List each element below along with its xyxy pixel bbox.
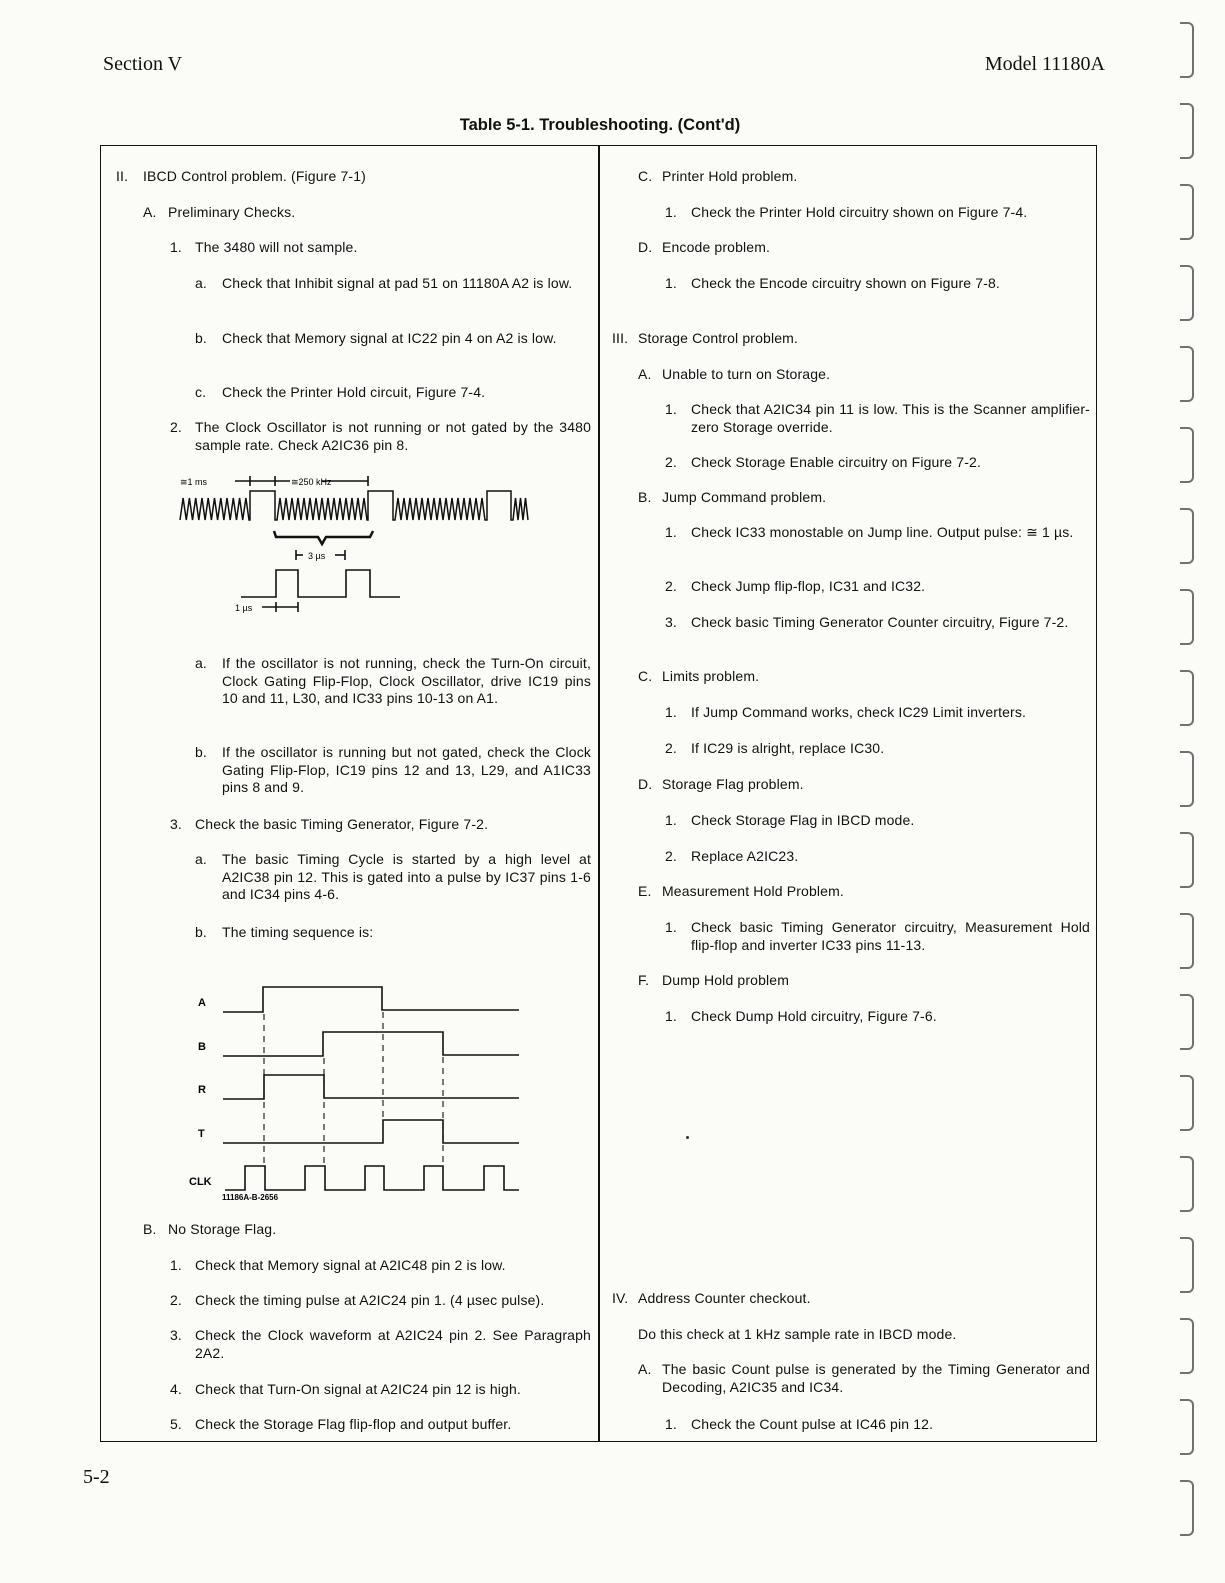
- binder-hole: [1180, 832, 1194, 888]
- list-item: 1. Check that Memory signal at A2IC48 pin 2 is low.: [170, 1257, 506, 1273]
- signal-clk-trace: [225, 1166, 519, 1190]
- list-item: 2. Replace A2IC23.: [665, 848, 799, 864]
- binder-hole: [1180, 346, 1194, 402]
- list-item: a. The basic Timing Cycle is started by a high level at A2IC38 pin 12. This is gated into a pulse by IC37 pins 1-6 and IC34 pins 4-6.: [195, 851, 591, 903]
- list-item: 1. The 3480 will not sample.: [170, 239, 358, 255]
- model-label: Model 11180A: [984, 53, 1105, 75]
- list-item: b. Check that Memory signal at IC22 pin 4 on A2 is low.: [195, 330, 557, 346]
- heading-iv: IV. Address Counter checkout.: [612, 1290, 811, 1306]
- signal-a-trace: [223, 987, 519, 1012]
- list-item: 4. Check that Turn-On signal at A2IC24 pin 12 is high.: [170, 1381, 521, 1397]
- binder-hole: [1180, 670, 1194, 726]
- binder-hole: [1180, 1156, 1194, 1212]
- page-number: 5-2: [83, 1466, 110, 1488]
- list-item: b. If the oscillator is running but not gated, check the Clock Gating Flip-Flop, IC19 pins 12 and 13, L29, and A1IC33 pins 8 and 9.: [195, 744, 591, 796]
- list-item: 1. Check the Encode circuitry shown on Figure 7-8.: [665, 275, 1000, 291]
- list-item: 2. Check Storage Enable circuitry on Figure 7-2.: [665, 454, 981, 470]
- signal-t-trace: [223, 1120, 519, 1143]
- binder-hole: [1180, 184, 1194, 240]
- binder-hole: [1180, 265, 1194, 321]
- binder-hole: [1180, 427, 1194, 483]
- period-3us-label: 3 µs: [308, 551, 326, 561]
- binder-hole: [1180, 1399, 1194, 1455]
- binder-hole: [1180, 1075, 1194, 1131]
- heading-ii-d: D. Encode problem.: [638, 239, 771, 255]
- binder-hole: [1180, 1237, 1194, 1293]
- heading-ii: II. IBCD Control problem. (Figure 7-1): [116, 168, 366, 184]
- list-item: 1. Check IC33 monostable on Jump line. Output pulse: ≅ 1 µs.: [665, 524, 1074, 540]
- note-text: Do this check at 1 kHz sample rate in IBCD mode.: [638, 1326, 957, 1342]
- heading-iii-e: E. Measurement Hold Problem.: [638, 883, 844, 899]
- list-item: 1. Check Storage Flag in IBCD mode.: [665, 812, 915, 828]
- list-item: 2. Check Jump flip-flop, IC31 and IC32.: [665, 578, 926, 594]
- binder-holes: [1172, 0, 1212, 1583]
- signal-b-label: B: [198, 1041, 206, 1053]
- table-title: Table 5-1. Troubleshooting. (Cont'd): [459, 116, 741, 134]
- heading-iii-f: F. Dump Hold problem: [638, 972, 790, 988]
- list-item: 2. If IC29 is alright, replace IC30.: [665, 740, 885, 756]
- list-item: c. Check the Printer Hold circuit, Figure 7-4.: [195, 384, 486, 400]
- heading-ii-b: B. No Storage Flag.: [143, 1221, 277, 1237]
- list-item: 2. The Clock Oscillator is not running or not gated by the 3480 sample rate. Check A2IC36 pin 8.: [170, 419, 591, 453]
- signal-r-label: R: [198, 1084, 206, 1096]
- binder-hole: [1180, 751, 1194, 807]
- list-item: 1. Check Dump Hold circuitry, Figure 7-6.: [665, 1008, 937, 1024]
- list-item: 3. Check the Clock waveform at A2IC24 pin 2. See Paragraph 2A2.: [170, 1327, 591, 1361]
- signal-r-trace: [223, 1075, 519, 1099]
- section-label: Section V: [103, 53, 183, 75]
- list-item: 1. Check that A2IC34 pin 11 is low. This is the Scanner amplifier-zero Storage override.: [665, 401, 1090, 435]
- list-item: 2. Check the timing pulse at A2IC24 pin 1. (4 µsec pulse).: [170, 1292, 545, 1308]
- width-1us-label: 1 µs: [235, 603, 253, 613]
- list-item: a. If the oscillator is not running, check the Turn-On circuit, Clock Gating Flip-Flop, Clock Oscillator, drive IC19 pins 10 and 11, L30, and IC33 pins 10-13 on A1.: [195, 655, 591, 707]
- list-item: 1. Check basic Timing Generator circuitry, Measurement Hold flip-flop and inverter IC33 pins 11-13.: [665, 919, 1090, 953]
- list-item: 3. Check the basic Timing Generator, Figure 7-2.: [170, 816, 489, 832]
- binder-hole: [1180, 1318, 1194, 1374]
- list-item: 3. Check basic Timing Generator Counter circuitry, Figure 7-2.: [665, 614, 1069, 630]
- heading-iii-b: B. Jump Command problem.: [638, 489, 827, 505]
- binder-hole: [1180, 103, 1194, 159]
- heading-iii-c: C. Limits problem.: [638, 668, 760, 684]
- signal-b-trace: [223, 1032, 519, 1056]
- timing-sequence-diagram: [0, 0, 600, 1210]
- binder-hole: [1180, 589, 1194, 645]
- heading-ii-c: C. Printer Hold problem.: [638, 168, 798, 184]
- stray-dot: [686, 1136, 689, 1139]
- heading-iii-a: A. Unable to turn on Storage.: [638, 366, 831, 382]
- period-1ms-label: ≅1 ms: [180, 477, 208, 487]
- binder-hole: [1180, 1480, 1194, 1536]
- signal-a-label: A: [198, 997, 206, 1009]
- heading-ii-a: A. Preliminary Checks.: [143, 204, 296, 220]
- list-item: 1. If Jump Command works, check IC29 Limit inverters.: [665, 704, 1027, 720]
- freq-250khz-label: ≅250 kHz: [291, 477, 332, 487]
- heading-iii-d: D. Storage Flag problem.: [638, 776, 804, 792]
- list-item: a. Check that Inhibit signal at pad 51 on 11180A A2 is low.: [195, 275, 573, 291]
- heading-iii: III. Storage Control problem.: [612, 330, 799, 346]
- binder-hole: [1180, 994, 1194, 1050]
- signal-t-label: T: [198, 1128, 205, 1140]
- binder-hole: [1180, 508, 1194, 564]
- figure-caption: 11186A-B-2656: [222, 1193, 279, 1202]
- binder-hole: [1180, 913, 1194, 969]
- list-item: b. The timing sequence is:: [195, 924, 374, 940]
- heading-iv-a: A. The basic Count pulse is generated by the Timing Generator and Decoding, A2IC35 and IC34.: [638, 1361, 1090, 1395]
- list-item: 1. Check the Printer Hold circuitry shown on Figure 7-4.: [665, 204, 1028, 220]
- signal-clk-label: CLK: [189, 1176, 212, 1188]
- list-item: 1. Check the Count pulse at IC46 pin 12.: [665, 1416, 934, 1432]
- binder-hole: [1180, 22, 1194, 78]
- list-item: 5. Check the Storage Flag flip-flop and output buffer.: [170, 1416, 512, 1432]
